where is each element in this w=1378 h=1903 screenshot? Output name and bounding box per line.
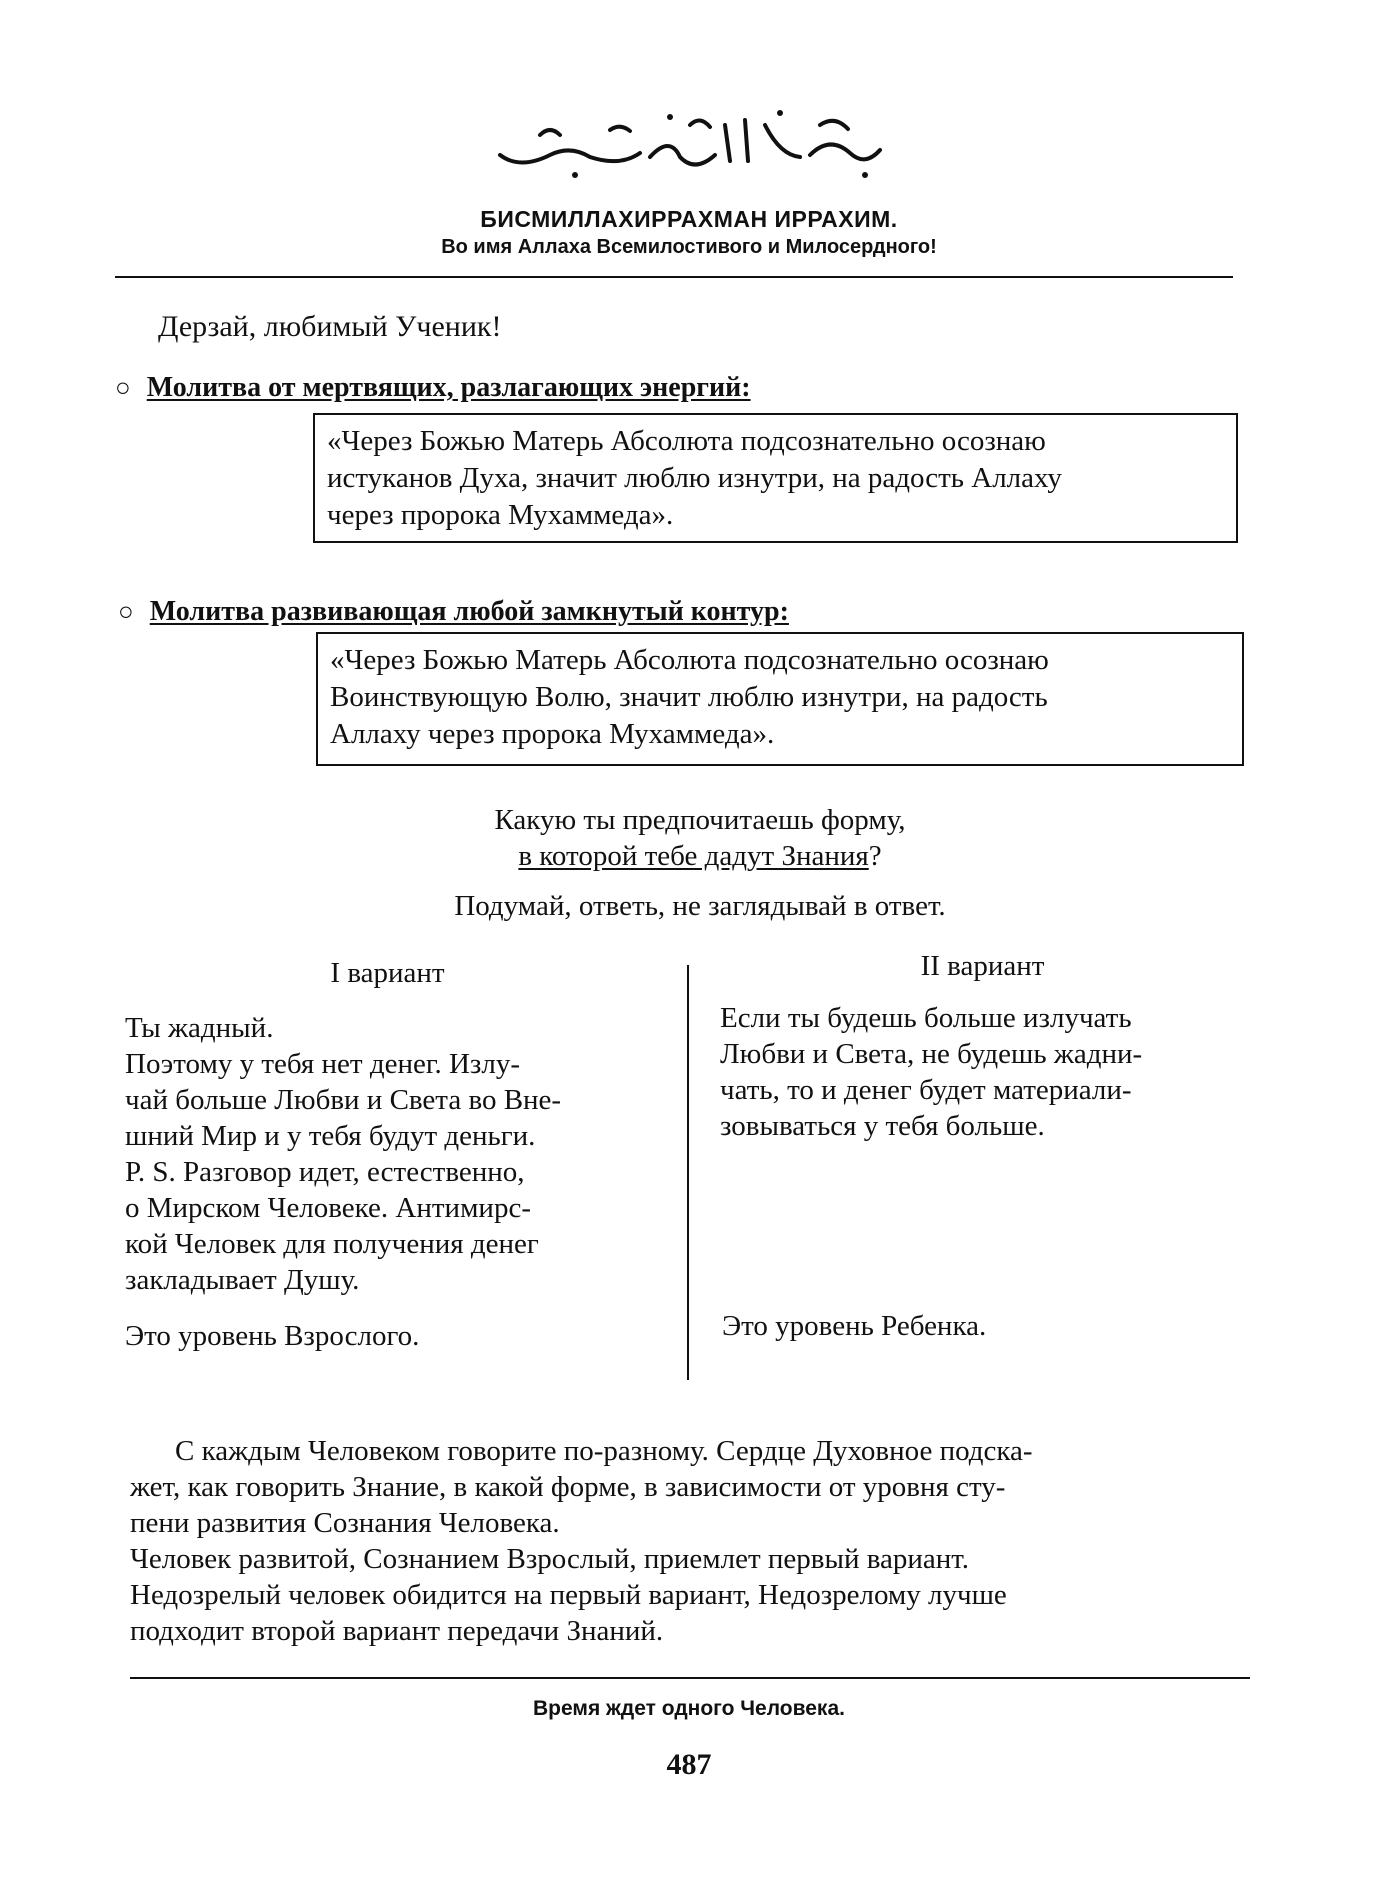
variant-1-body xyxy=(125,1010,655,1298)
header-title: БИСМИЛЛАХИРРАХМАН ИРРАХИМ. xyxy=(480,206,898,232)
footer-motto: Время ждет одного Человека. xyxy=(533,1697,845,1720)
question-mark: ? xyxy=(868,840,882,872)
question-line-3: Подумай, ответь, не заглядывай в ответ. xyxy=(454,890,946,922)
prayer-line: Воинствующую Волю, значит люблю изнутри, на радость xyxy=(330,681,1048,713)
prayer-heading-text: Молитва развивающая любой замкнутый контур: xyxy=(149,596,789,627)
prayer-heading-text: Молитва от мертвящих, разлагающих энергий: xyxy=(146,372,751,403)
variant-line: кой Человек для получения денег xyxy=(125,1228,539,1260)
footer-rule xyxy=(130,1677,1250,1679)
bullet-icon: ○ xyxy=(118,597,134,626)
question-underlined: в которой тебе дадут Знания xyxy=(518,840,869,872)
prayer-heading-2 xyxy=(118,596,789,628)
conclusion-paragraph xyxy=(130,1433,1250,1649)
variant-line: зовываться у тебя больше. xyxy=(720,1110,1045,1142)
page-number: 487 xyxy=(666,1748,712,1781)
greeting: Дерзай, любимый Ученик! xyxy=(158,310,502,343)
variant-line: о Мирском Человеке. Антимирс- xyxy=(125,1192,531,1224)
variant-2-heading: II вариант xyxy=(920,950,1045,982)
variant-line: Ты жадный. xyxy=(125,1012,274,1044)
column-divider xyxy=(687,965,689,1380)
variant-2-level: Это уровень Ребенка. xyxy=(722,1310,987,1342)
prayer-line: «Через Божью Матерь Абсолюта подсознательно осознаю xyxy=(330,644,1049,676)
question-line-2 xyxy=(300,840,1100,873)
header-subtitle: Во имя Аллаха Всемилостивого и Милосердного! xyxy=(441,236,937,258)
variant-line: чай больше Любви и Света во Вне- xyxy=(125,1084,562,1116)
variant-2-body xyxy=(720,1000,1245,1144)
conclusion-line: жет, как говорить Знание, в какой форме, в зависимости от уровня сту- xyxy=(130,1471,1006,1503)
conclusion-line: Человек развитой, Сознанием Взрослый, приемлет первый вариант. xyxy=(130,1543,970,1575)
prayer-line: истуканов Духа, значит люблю изнутри, на радость Аллаху xyxy=(327,462,1062,494)
variant-line: Поэтому у тебя нет денег. Излу- xyxy=(125,1048,520,1080)
header-rule xyxy=(115,276,1233,278)
prayer-line: «Через Божью Матерь Абсолюта подсознательно осознаю xyxy=(327,425,1046,457)
conclusion-line: Недозрелый человек обидится на первый вариант, Недозрелому лучше xyxy=(130,1579,1007,1611)
variant-line: шний Мир и у тебя будут деньги. xyxy=(125,1120,536,1152)
variant-line: P. S. Разговор идет, естественно, xyxy=(125,1156,525,1188)
variant-line: чать, то и денег будет материали- xyxy=(720,1074,1132,1106)
prayer-box-1 xyxy=(313,413,1238,543)
conclusion-line: С каждым Человеком говорите по-разному. Сердце Духовное подска- xyxy=(175,1435,1033,1467)
variant-1-heading: I вариант xyxy=(330,957,445,989)
prayer-heading-1 xyxy=(115,372,751,404)
question-line-1: Какую ты предпочитаешь форму, xyxy=(494,804,906,836)
variant-line: закладывает Душу. xyxy=(125,1264,360,1296)
conclusion-line: подходит второй вариант передачи Знаний. xyxy=(130,1615,664,1647)
variant-1-level: Это уровень Взрослого. xyxy=(125,1320,420,1352)
variant-line: Если ты будешь больше излучать xyxy=(720,1002,1132,1034)
conclusion-line: пени развития Сознания Человека. xyxy=(130,1507,560,1539)
bullet-icon: ○ xyxy=(115,373,131,402)
variant-line: Любви и Света, не будешь жадни- xyxy=(720,1038,1143,1070)
prayer-line: Аллаху через пророка Мухаммеда». xyxy=(330,718,775,750)
prayer-box-2 xyxy=(316,632,1244,766)
prayer-line: через пророка Мухаммеда». xyxy=(327,499,674,531)
basmala-calligraphy xyxy=(480,95,900,185)
